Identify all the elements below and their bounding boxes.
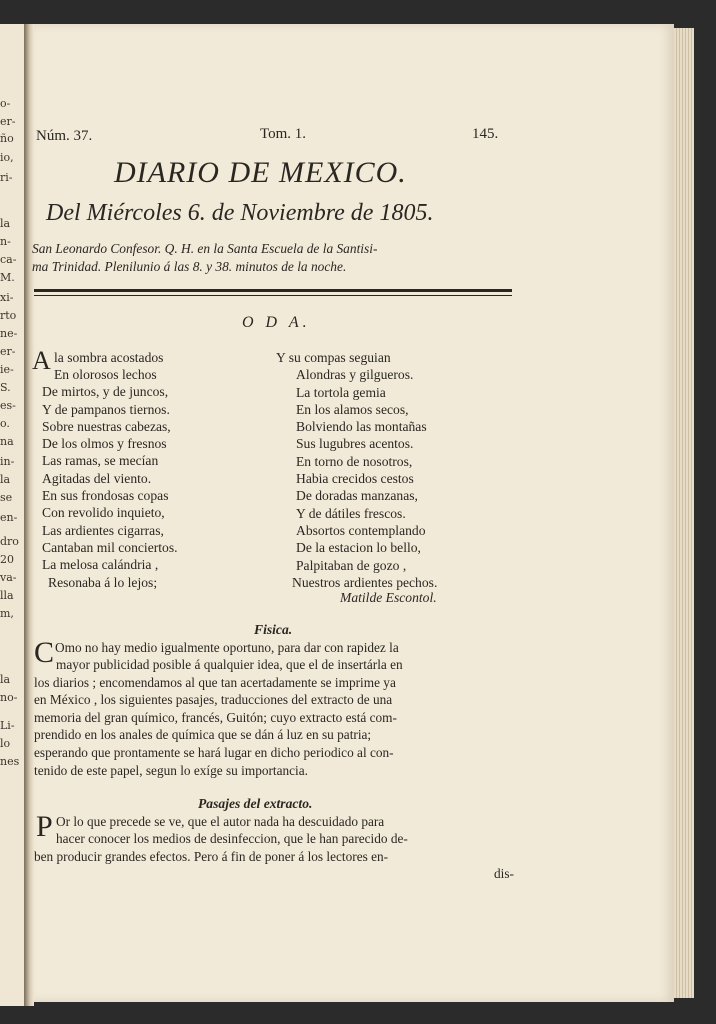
facing-page-fragment: M. — [0, 271, 15, 284]
poem-col2-line: Habia crecidos cestos — [296, 471, 414, 487]
poem-col1-line: Con revolido inquieto, — [42, 505, 165, 521]
facing-page-fragment: la — [0, 473, 11, 486]
poem-col1-line: Cantaban mil conciertos. — [42, 539, 178, 555]
book-gutter — [24, 24, 34, 1006]
poem-column-2 — [276, 349, 437, 591]
fisica-heading: Fisica. — [254, 622, 293, 637]
poem-col2-line: Absortos contemplando — [296, 522, 426, 538]
pasajes-heading: Pasajes del extracto. — [198, 796, 313, 811]
catchword: dis- — [494, 866, 514, 881]
facing-page-fragment: S. — [0, 381, 11, 394]
facing-page-fragment: lo — [0, 737, 11, 750]
poem-col1-line: En olorosos lechos — [54, 367, 157, 382]
poem-col1-line: Y de pampanos tiernos. — [42, 401, 170, 417]
facing-page-fragment: en- — [0, 511, 18, 524]
facing-page-fragment: n- — [0, 235, 11, 248]
poem-signature: Matilde Escontol. — [340, 590, 437, 605]
poem-col1-line: De mirtos, y de juncos, — [42, 384, 169, 400]
facing-page-fragment: es- — [0, 399, 16, 412]
pasajes-drop-cap: P — [36, 810, 53, 843]
poem-col2-line: Sus lugubres acentos. — [296, 436, 414, 452]
facing-page-fragment: er- — [0, 115, 16, 128]
poem-col1-line: De los olmos y fresnos — [42, 436, 167, 452]
fisica-drop-cap: C — [34, 636, 55, 669]
poem-drop-cap: A — [32, 346, 51, 375]
facing-page-fragment: dro — [0, 535, 19, 548]
facing-page-fragment: ca- — [0, 253, 17, 266]
facing-page-fragment: la — [0, 217, 11, 230]
facing-page-fragment: va- — [0, 571, 17, 584]
facing-page-fragment: in- — [0, 455, 15, 468]
fisica-body-line: tenido de este papel, segun lo exíge su importancia. — [34, 762, 308, 778]
fisica-body-line: mayor publicidad posible á qualquier idea, que el de insertárla en — [56, 657, 403, 672]
poem-line-first: la sombra acostados — [54, 350, 164, 365]
poem-col2-line: La tortola gemia — [296, 384, 386, 400]
poem-col2-line: Bolviendo las montañas — [296, 419, 427, 435]
divider-rule — [34, 289, 512, 292]
poem-heading: O D A. — [242, 314, 311, 331]
pasajes-body — [34, 830, 408, 865]
facing-page-fragment: xi- — [0, 291, 14, 304]
facing-page-fragment: 20 — [0, 553, 14, 566]
poem-column-1 — [42, 366, 178, 591]
facing-page-fragment: na — [0, 435, 14, 448]
date-line: Del Miércoles 6. de Noviembre de 1805. — [46, 200, 434, 226]
poem-col2-line: Nuestros ardientes pechos. — [292, 574, 438, 590]
poem-col2-line: Alondras y gilgueros. — [296, 367, 414, 383]
poem-col1-line: La melosa calándria , — [42, 557, 159, 573]
fisica-body-line: prendido en los anales de química que se dán á luz en su patria; — [34, 727, 372, 743]
facing-page-fragment: m, — [0, 607, 14, 620]
poem-col1-line: Resonaba á lo lejos; — [48, 574, 158, 590]
poem-col2-line: Y su compas seguian — [276, 350, 391, 365]
fisica-body-line: los diarios ; encomendamos al que tan acertadamente se imprime ya — [34, 674, 396, 690]
facing-page-fragment: ie- — [0, 363, 14, 376]
poem-col1-line: En sus frondosas copas — [42, 488, 169, 504]
facing-page-fragment: no- — [0, 691, 18, 704]
fisica-body-line: en México , los siguientes pasajes, traducciones del extracto de una — [34, 692, 393, 708]
fisica-first-line: Omo no hay medio igualmente oportuno, para dar con rapidez la — [55, 640, 399, 655]
poem-col2-line: De la estacion lo bello, — [296, 540, 421, 556]
facing-page-fragment: nes — [0, 755, 20, 768]
facing-page-fragment: la — [0, 673, 11, 686]
facing-page-fragment: se — [0, 491, 13, 504]
saint-line-2: ma Trinidad. Plenilunio á las 8. y 38. minutos de la noche. — [32, 259, 347, 274]
poem-col2-line: En torno de nosotros, — [296, 453, 413, 469]
facing-page-fragment: o. — [0, 417, 10, 430]
poem-col2-line: Y de dátiles frescos. — [296, 505, 406, 521]
poem-col1-line: Sobre nuestras cabezas, — [42, 418, 171, 434]
facing-page-fragment: ri- — [0, 171, 13, 184]
fisica-body — [34, 656, 403, 779]
pasajes-body-line: hacer conocer los medios de desinfeccion, que le han parecido de- — [56, 831, 408, 846]
newspaper-title: DIARIO DE MEXICO. — [114, 156, 407, 189]
facing-page-fragment: er- — [0, 345, 16, 358]
tome-number: Tom. 1. — [260, 126, 307, 142]
saint-line-1: San Leonardo Confesor. Q. H. en la Santa Escuela de la Santisi- — [32, 241, 378, 256]
fisica-body-line: memoria del gran químico, francés, Guitón; cuyo extracto está com- — [34, 709, 397, 725]
poem-col1-line: Las ramas, se mecían — [42, 453, 159, 469]
pasajes-first-line: Or lo que precede se ve, que el autor nada ha descuidado para — [56, 814, 385, 829]
facing-page-fragment: o- — [0, 97, 11, 110]
poem-col2-line: De doradas manzanas, — [296, 488, 418, 504]
facing-page-fragment: Li- — [0, 719, 15, 732]
poem-col2-line: En los alamos secos, — [296, 401, 409, 417]
poem-col2-line: Palpitaban de gozo , — [296, 557, 407, 573]
page-number: 145. — [472, 126, 499, 142]
issue-number: Núm. 37. — [36, 128, 93, 144]
facing-page-fragment: io, — [0, 151, 14, 164]
facing-page-fragment: ne- — [0, 327, 18, 340]
fisica-body-line: esperando que prontamente se hará lugar en dicho periodico al con- — [34, 744, 394, 760]
divider-rule-thin — [34, 295, 512, 296]
facing-page-fragment: ño — [0, 132, 14, 145]
poem-col1-line: Las ardientes cigarras, — [42, 522, 164, 538]
pasajes-body-line: ben producir grandes efectos. Pero á fin de poner á los lectores en- — [34, 848, 389, 864]
poem-col1-line: Agitadas del viento. — [42, 470, 152, 486]
facing-page-fragment: lla — [0, 589, 14, 602]
newspaper-page — [34, 24, 674, 1002]
facing-page-fragment: rto — [0, 309, 17, 322]
page-stack-edge — [674, 28, 694, 998]
